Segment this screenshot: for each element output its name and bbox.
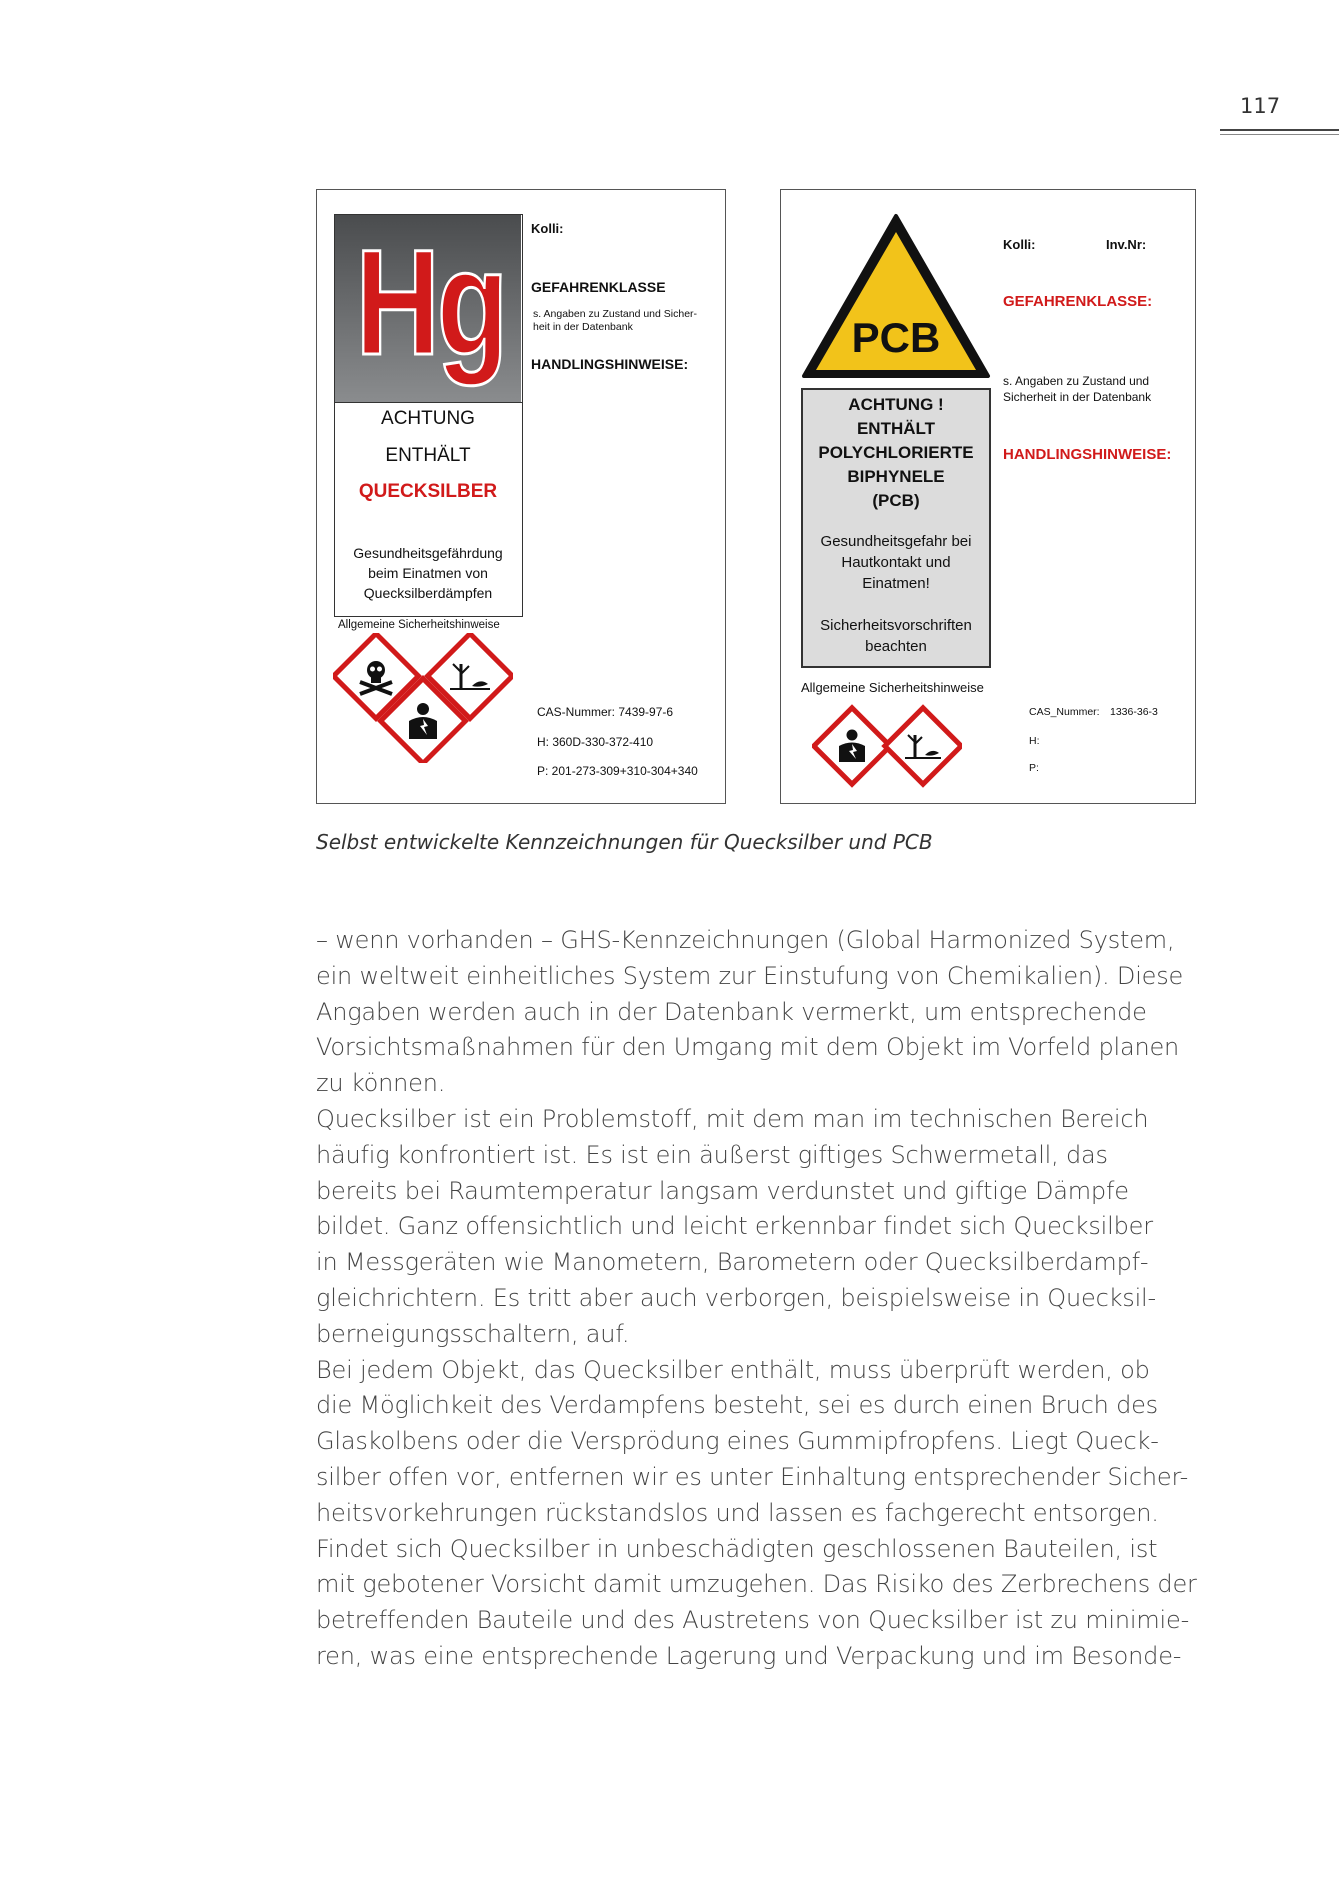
pcb-warning-line5: (PCB) (872, 491, 920, 510)
hg-hazard-line2: beim Einatmen von (368, 565, 488, 581)
body-line: in Messgeräten wie Manometern, Barometern oder Quecksilberdampf- (316, 1248, 1149, 1277)
hg-cas: CAS-Nummer: 7439-97-6 (537, 705, 674, 719)
pcb-warning-line1: ACHTUNG ! (848, 395, 944, 414)
pcb-cas-label: CAS_Nummer: (1029, 706, 1100, 718)
body-text (316, 923, 1206, 1675)
pcb-symbol: PCB (851, 314, 941, 361)
body-line: berneigungsschaltern, auf. (316, 1319, 630, 1348)
body-line: Angaben werden auch in der Datenbank vermerkt, um entsprechende (316, 997, 1147, 1026)
body-line: häufig konfrontiert ist. Es ist ein äußerst giftiges Schwermetall, das (316, 1140, 1108, 1169)
pcb-hazard-line3: Einatmen! (862, 575, 930, 592)
hg-h-statements: H: 360D-330-372-410 (537, 735, 654, 749)
health-hazard-icon (814, 708, 890, 784)
pcb-warning-line2: ENTHÄLT (856, 419, 936, 438)
pcb-hazard-line2: Hautkontakt und (841, 554, 951, 571)
body-line: ein weltweit einheitliches System zur Einstufung von Chemikalien). Diese (316, 961, 1184, 990)
header-rule-thin (1220, 134, 1339, 135)
hg-warning-line1: ACHTUNG (381, 408, 475, 429)
body-line: Findet sich Quecksilber in unbeschädigten geschlossenen Bauteilen, ist (316, 1534, 1158, 1563)
pcb-safety-line1: Sicherheitsvorschriften (820, 617, 972, 634)
hg-hazard-line1: Gesundheitsgefährdung (353, 545, 503, 561)
body-line: Bei jedem Objekt, das Quecksilber enthält, muss überprüft werden, ob (316, 1355, 1150, 1384)
header-rule (1220, 129, 1339, 131)
body-line: Quecksilber ist ein Problemstoff, mit dem man im technischen Bereich (316, 1104, 1149, 1133)
body-line: ren, was eine entsprechende Lagerung und Verpackung und im Besonde- (316, 1641, 1182, 1670)
body-line: betreffenden Bauteile und des Austretens von Quecksilber ist zu minimie- (316, 1606, 1190, 1635)
body-line: die Möglichkeit des Verdampfens besteht, sei es durch einen Bruch des (316, 1391, 1158, 1420)
pcb-hazard-line1: Gesundheitsgefahr bei (820, 533, 972, 550)
body-line: bereits bei Raumtemperatur langsam verdunstet und giftige Dämpfe (316, 1176, 1129, 1205)
pcb-safety-heading: Allgemeine Sicherheitshinweise (801, 680, 984, 695)
body-line: zu können. (316, 1069, 446, 1098)
page-number: 117 (1240, 94, 1281, 118)
figure-caption: Selbst entwickelte Kennzeichnungen für Quecksilber und PCB (316, 830, 933, 854)
hg-gefahrenklasse: GEFAHRENKLASSE (531, 279, 666, 295)
pcb-cas-value: 1336-36-3 (1110, 706, 1158, 718)
hg-warning-line2: ENTHÄLT (385, 445, 471, 466)
pcb-inv-nr: Inv.Nr: (1106, 237, 1147, 252)
pcb-handling: HANDLINGSHINWEISE: (1003, 446, 1172, 463)
pcb-angaben-line2: Sicherheit in der Datenbank (1003, 390, 1152, 404)
hg-p-statements: P: 201-273-309+310-304+340 (537, 764, 698, 778)
hg-angaben-line2: heit in der Datenbank (533, 321, 633, 333)
body-line: mit gebotener Vorsicht damit umzugehen. Das Risiko des Zerbrechens der (316, 1570, 1197, 1599)
pcb-kolli: Kolli: (1003, 237, 1036, 252)
hg-safety-heading: Allgemeine Sicherheitshinweise (338, 619, 500, 631)
pcb-p-statements: P: (1029, 762, 1039, 774)
pcb-warning-line4: BIPHYNELE (847, 467, 945, 486)
pcb-gefahrenklasse: GEFAHRENKLASSE: (1003, 293, 1153, 310)
hg-divider (334, 402, 522, 403)
pcb-ghs-pictograms (812, 703, 962, 789)
pcb-safety-line2: beachten (865, 638, 927, 655)
hg-angaben-line1: s. Angaben zu Zustand und Sicher- (533, 308, 698, 320)
body-line: silber offen vor, entfernen wir es unter Einhaltung entsprechender Sicher- (316, 1462, 1189, 1491)
hg-kolli: Kolli: (531, 221, 564, 236)
pcb-h-statements: H: (1029, 735, 1040, 747)
pcb-warning-triangle (800, 212, 992, 380)
body-line: Glaskolbens oder die Versprödung eines Gummipfropfens. Liegt Queck- (316, 1427, 1159, 1456)
body-line: – wenn vorhanden – GHS-Kennzeichnungen (Global Harmonized System, (316, 926, 1175, 954)
pcb-angaben-line1: s. Angaben zu Zustand und (1003, 374, 1150, 388)
hg-symbol: Hg (355, 218, 506, 386)
hg-hazard-line3: Quecksilberdämpfen (363, 585, 493, 601)
hg-handling: HANDLINGSHINWEISE: (531, 356, 689, 372)
environment-hazard-icon (885, 708, 961, 784)
hg-warning-substance: QUECKSILBER (358, 481, 498, 502)
body-line: bildet. Ganz offensichtlich und leicht erkennbar findet sich Quecksilber (316, 1212, 1153, 1241)
body-line: Vorsichtsmaßnahmen für den Umgang mit dem Objekt im Vorfeld planen (316, 1033, 1180, 1062)
body-line: heitsvorkehrungen rückstandslos und lassen es fachgerecht entsorgen. (316, 1498, 1159, 1527)
body-line: gleichrichtern. Es tritt aber auch verborgen, beispielsweise in Quecksil- (316, 1283, 1156, 1312)
pcb-warning-line3: POLYCHLORIERTE (818, 443, 974, 462)
hg-ghs-pictograms (333, 633, 513, 763)
